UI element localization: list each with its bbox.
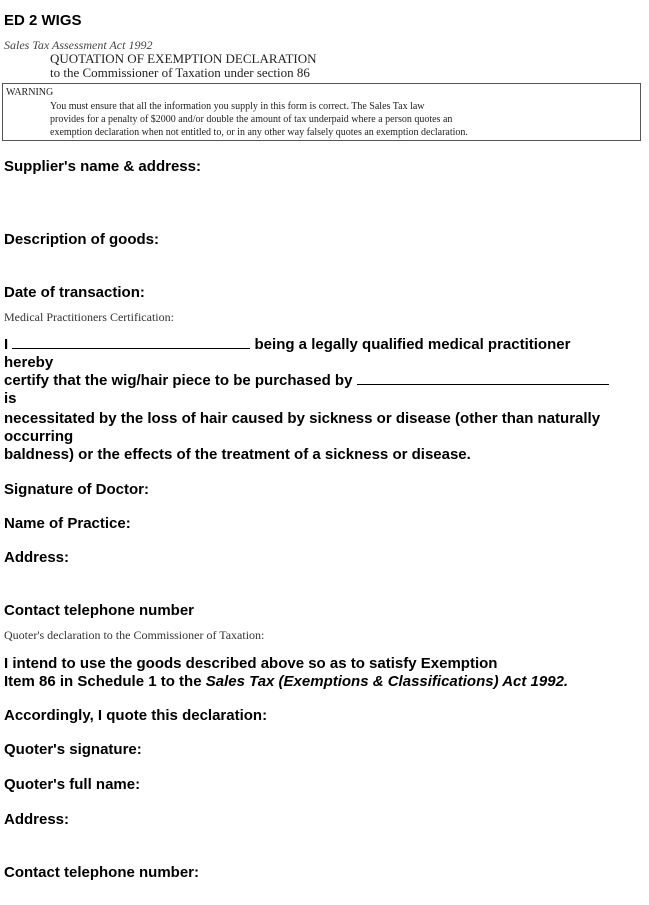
quoter-intent-line-1: I intend to use the goods described above so as to satisfy Exemption <box>4 655 498 672</box>
medical-line-7: baldness) or the effects of the treatment of a sickness or disease. <box>4 446 471 463</box>
medical-line-2: hereby <box>4 354 54 371</box>
quoter-heading: Quoter's declaration to the Commissioner of Taxation: <box>4 628 265 642</box>
medical-line-3 <box>4 372 609 389</box>
medical-line-4: is <box>4 390 17 407</box>
medical-heading: Medical Practitioners Certification: <box>4 310 174 324</box>
medical-line-1 <box>4 336 570 353</box>
warning-line: You must ensure that all the information you supply in this form is correct. The Sales Tax law <box>50 101 425 112</box>
medical-line-6: occurring <box>4 428 74 445</box>
exemptions-act-name: Sales Tax (Exemptions & Classifications) Act 1992. <box>205 673 569 690</box>
quoter-address-label: Address: <box>4 811 70 828</box>
quoter-intent-prefix: Item 86 in Schedule 1 to the <box>4 673 206 690</box>
date-label: Date of transaction: <box>4 284 145 301</box>
warning-box <box>2 83 641 141</box>
medical-line-1-prefix: I <box>4 336 9 353</box>
warning-line: provides for a penalty of $2000 and/or double the amount of tax underpaid where a person quotes an <box>50 114 453 125</box>
warning-line: exemption declaration when not entitled to, or in any other way falsely quotes an exemption declaration. <box>50 127 468 138</box>
warning-title: WARNING <box>6 87 54 98</box>
practice-name-label: Name of Practice: <box>4 515 131 532</box>
quoter-signature-label: Quoter's signature: <box>4 741 142 758</box>
practice-address-label: Address: <box>4 549 70 566</box>
purchaser-name-blank[interactable] <box>357 372 609 385</box>
medical-line-3-prefix: certify that the wig/hair piece to be purchased by <box>4 372 353 389</box>
form-heading: QUOTATION OF EXEMPTION DECLARATION <box>50 51 317 66</box>
medical-line-5: necessitated by the loss of hair caused by sickness or disease (other than naturally <box>4 410 601 427</box>
form-code: ED 2 WIGS <box>4 12 82 29</box>
doctor-signature-label: Signature of Doctor: <box>4 481 149 498</box>
goods-label: Description of goods: <box>4 231 159 248</box>
accordingly-line: Accordingly, I quote this declaration: <box>4 707 268 724</box>
doctor-phone-label: Contact telephone number <box>4 602 195 619</box>
supplier-label: Supplier's name & address: <box>4 158 201 175</box>
medical-line-1-suffix: being a legally qualified medical practitioner <box>254 336 571 353</box>
quoter-full-name-label: Quoter's full name: <box>4 776 141 793</box>
quoter-phone-label: Contact telephone number: <box>4 864 200 881</box>
quoter-intent-line-2 <box>4 673 568 690</box>
practitioner-name-blank[interactable] <box>12 336 250 349</box>
form-subheading: to the Commissioner of Taxation under section 86 <box>50 65 310 80</box>
act-name: Sales Tax Assessment Act 1992 <box>4 38 153 52</box>
